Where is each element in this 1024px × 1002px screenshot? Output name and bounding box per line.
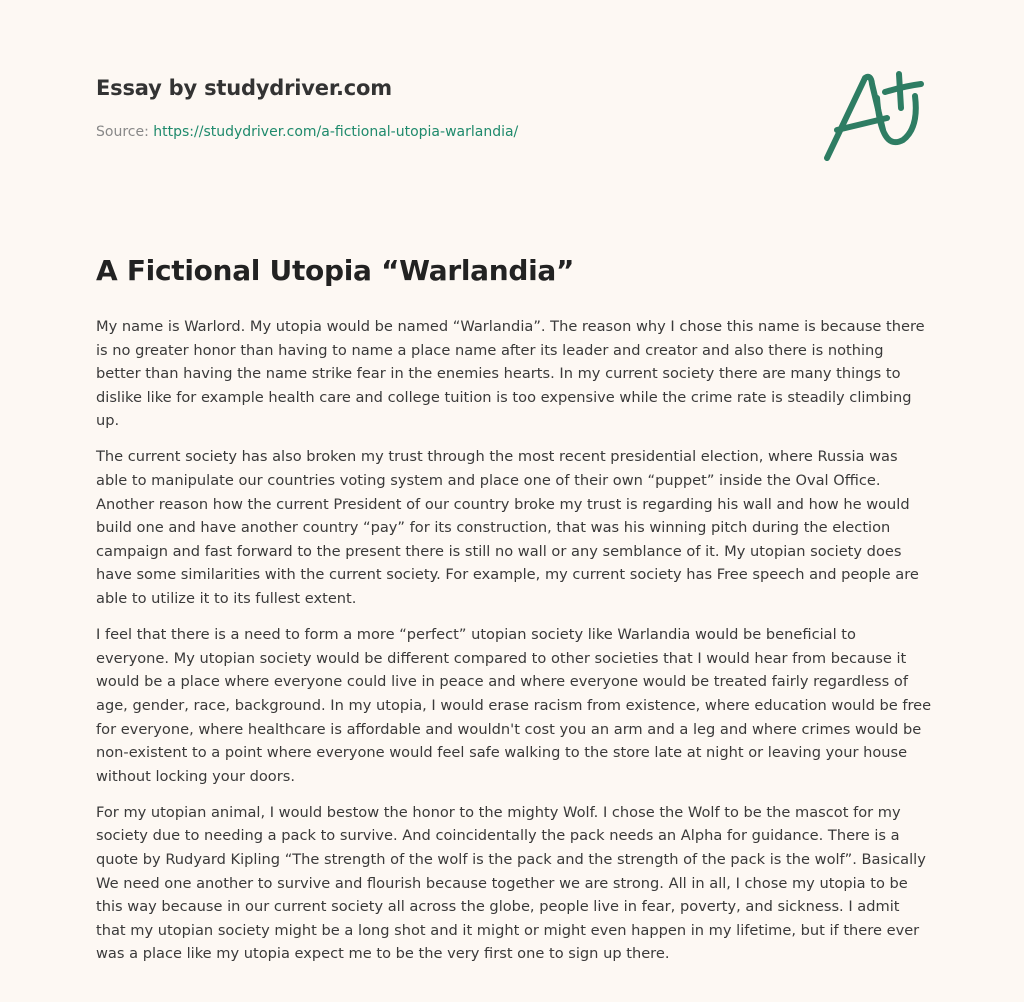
essay-paragraph: The current society has also broken my trust through the most recent presidential election, where Russia was able to manipulate our countries voting system and place one of their own “puppet” inside the Oval Office. Another reason how the current President of our country broke my trust is regarding his wall and how he would build one and have another country “pay” for its construction, that was his winning pitch during the election campaign and fast forward to the present there is still no wall or any semblance of it. My utopian society does have some similarities with the current society. For example, my current society has Free speech and people are able to utilize it to its fullest extent. bbox=[96, 448, 919, 608]
essay-title: A Fictional Utopia “Warlandia” bbox=[96, 254, 575, 287]
essay-paragraph: I feel that there is a need to form a more “perfect” utopian society like Warlandia would be beneficial to everyone. My utopian society would be different compared to other societies that I would hear from because it would be a place where everyone could live in peace and where everyone would be treated fairly regardless of age, gender, race, background. In my utopia, I would erase racism from existence, where education would be free for everyone, where healthcare is affordable and wouldn't cost you an arm and a leg and where crimes would be non-existent to a point where everyone would feel safe walking to the store late at night or leaving your house without locking your doors. bbox=[96, 626, 932, 785]
site-brand: Essay by studydriver.com bbox=[96, 76, 392, 100]
source-line bbox=[96, 124, 518, 140]
source-link[interactable]: https://studydriver.com/a-fictional-utopia-warlandia/ bbox=[153, 124, 519, 140]
essay-body bbox=[96, 315, 932, 978]
a-plus-logo-icon bbox=[815, 60, 935, 170]
essay-paragraph: For my utopian animal, I would bestow the honor to the mighty Wolf. I chose the Wolf to be the mascot for my society due to needing a pack to survive. And coincidentally the pack needs an Alpha for guidance. There is a quote by Rudyard Kipling “The strength of the wolf is the pack and the strength of the pack is the wolf”. Basically We need one another to survive and flourish because together we are strong. All in all, I chose my utopia to be this way because in our current society all across the globe, people live in fear, poverty, and sickness. I admit that my utopian society might be a long shot and it might or might even happen in my lifetime, but if there ever was a place like my utopia expect me to be the very first one to sign up there. bbox=[96, 803, 926, 963]
essay-paragraph: My name is Warlord. My utopia would be named “Warlandia”. The reason why I chose this name is because there is no greater honor than having to name a place name after its leader and creator and also there is nothing better than having the name strike fear in the enemies hearts. In my current society there are many things to dislike like for example health care and college tuition is too expensive while the crime rate is steadily climbing up. bbox=[96, 318, 925, 430]
source-label: Source: bbox=[96, 124, 154, 140]
